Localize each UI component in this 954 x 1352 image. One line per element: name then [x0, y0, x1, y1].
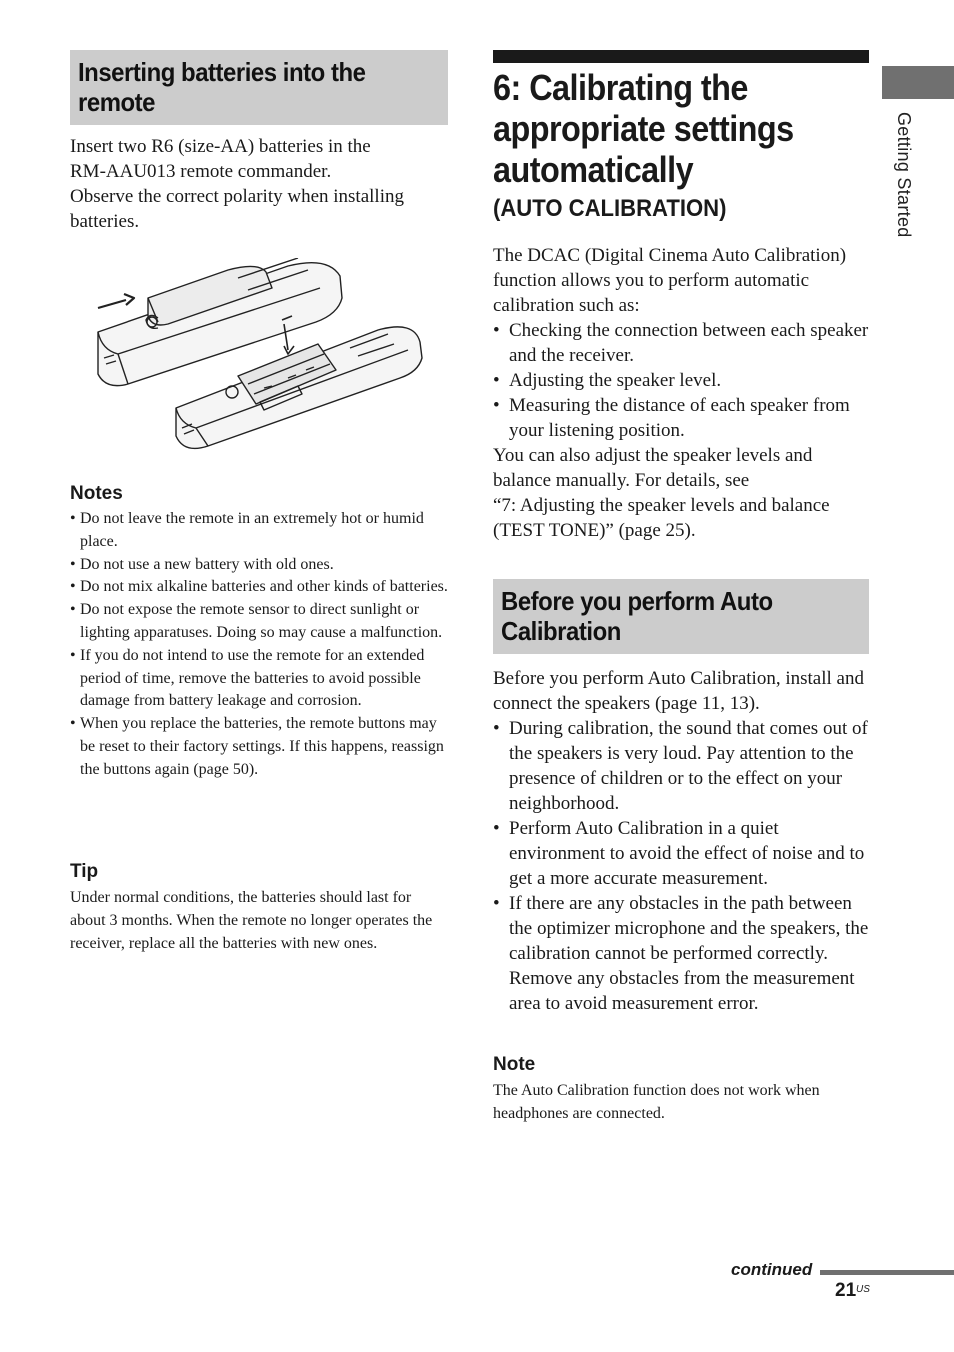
tip-section	[70, 860, 448, 955]
before-bullet: • If there are any obstacles in the path between the optimizer microphone and the speakers, the calibration cannot be performed correctly. Remove any obstacles from the measurement area to avoid measurement error.	[493, 891, 869, 1016]
continued-bar	[820, 1270, 954, 1275]
batteries-heading	[78, 57, 411, 117]
before-heading	[501, 586, 832, 646]
manual-text: You can also adjust the speaker levels and balance manually. For details, see	[493, 445, 813, 491]
dcac-bullet: • Adjusting the speaker level.	[493, 368, 869, 393]
before-heading-line1: Before you perform Auto	[501, 586, 773, 616]
before-bullet: • During calibration, the sound that comes out of the speakers is very loud. Pay attention to the presence of children or to the effect on your neighborhood.	[493, 716, 869, 816]
before-bullet: • Perform Auto Calibration in a quiet environment to avoid the effect of noise and to get a more accurate measurement.	[493, 816, 869, 891]
note-label: Note	[493, 1054, 536, 1075]
note-item: • Do not expose the remote sensor to direct sunlight or lighting apparatuses. Doing so may cause a malfunction.	[70, 599, 448, 645]
notes-section	[70, 482, 448, 782]
notes-label: Notes	[70, 483, 123, 504]
page-number: 21	[835, 1280, 857, 1301]
batteries-intro	[70, 134, 448, 234]
batteries-heading-line2: remote	[78, 87, 156, 117]
dcac-bullet: • Checking the connection between each speaker and the receiver.	[493, 318, 869, 368]
tip-label: Tip	[70, 861, 99, 882]
page-title	[493, 67, 831, 190]
section-heading-batteries	[70, 50, 448, 125]
tip-text: Under normal conditions, the batteries should last for about 3 months. When the remote no longer operates the receiver, replace all the batteries with new ones.	[70, 889, 433, 952]
note-item: • Do not mix alkaline batteries and other kinds of batteries.	[70, 576, 448, 599]
note-item: • Do not leave the remote in an extremely hot or humid place.	[70, 508, 448, 554]
before-section-body	[493, 666, 869, 1016]
chapter-tab-marker	[882, 66, 954, 99]
note-item: • Do not use a new battery with old ones.	[70, 554, 448, 577]
dcac-intro: The DCAC (Digital Cinema Auto Calibration) function allows you to perform automatic calibration such as:	[493, 245, 847, 316]
continued-label: continued	[731, 1260, 813, 1279]
dcac-bullet-list	[493, 318, 869, 443]
before-bullet-list	[493, 716, 869, 1016]
batteries-heading-line1: Inserting batteries into the	[78, 57, 366, 87]
manual-reference: “7: Adjusting the speaker levels and balance (TEST TONE)” (page 25).	[493, 495, 830, 541]
before-heading-line2: Calibration	[501, 616, 621, 646]
title-rule	[493, 50, 869, 63]
section-heading-before	[493, 579, 853, 654]
intro-line4: batteries.	[70, 211, 140, 232]
left-column	[70, 50, 448, 234]
note-text: The Auto Calibration function does not work when headphones are connected.	[493, 1082, 820, 1122]
note-section	[493, 1053, 869, 1125]
title-line1: 6: Calibrating the	[493, 67, 748, 108]
before-intro: Before you perform Auto Calibration, install and connect the speakers (page 11, 13).	[493, 668, 864, 714]
intro-line2: RM-AAU013 remote commander.	[70, 161, 332, 182]
intro-line1: Insert two R6 (size-AA) batteries in the	[70, 136, 371, 157]
title-line2: appropriate settings	[493, 108, 794, 149]
title-line3: automatically	[493, 149, 694, 190]
chapter-tab-label: Getting Started	[894, 112, 914, 238]
page-subtitle: (AUTO CALIBRATION)	[493, 195, 727, 222]
dcac-bullet: • Measuring the distance of each speaker from your listening position.	[493, 393, 869, 443]
notes-list	[70, 508, 448, 782]
note-item: • If you do not intend to use the remote for an extended period of time, remove the batteries to avoid possible damage from battery leakage and corrosion.	[70, 645, 448, 713]
remote-battery-illustration	[88, 258, 428, 454]
intro-line3: Observe the correct polarity when installing	[70, 186, 404, 207]
page-number-suffix: US	[856, 1284, 870, 1295]
right-column	[493, 50, 869, 543]
note-item: • When you replace the batteries, the remote buttons may be reset to their factory settings. If this happens, reassign the buttons again (page 50).	[70, 713, 448, 781]
